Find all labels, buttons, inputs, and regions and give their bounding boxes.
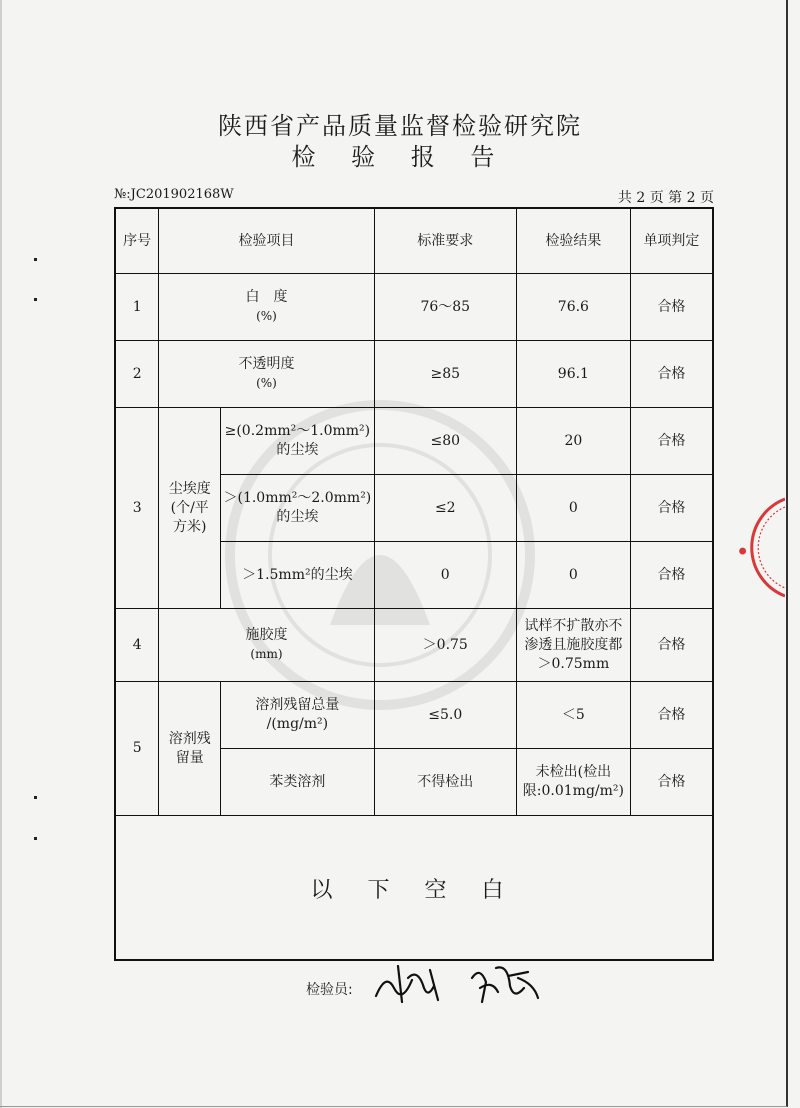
row-seq: 4 bbox=[115, 609, 159, 682]
row-result: 96.1 bbox=[516, 341, 630, 408]
report-table bbox=[114, 207, 714, 961]
header-seq: 序号 bbox=[115, 208, 159, 274]
table-row bbox=[115, 682, 713, 749]
table-row bbox=[115, 341, 713, 408]
row-seq: 2 bbox=[115, 341, 159, 408]
row-standard: ＞0.75 bbox=[374, 609, 516, 682]
organization-title: 陕西省产品质量监督检验研究院 bbox=[218, 112, 582, 140]
table-header-row bbox=[115, 208, 713, 274]
inspector-signature bbox=[368, 958, 548, 1008]
row-item bbox=[159, 341, 374, 408]
item-name: 施胶度 bbox=[245, 627, 288, 643]
row-seq: 5 bbox=[115, 682, 159, 816]
row-sub-item: ＞1.5mm²的尘埃 bbox=[221, 542, 374, 609]
row-result: 试样不扩散亦不渗透且施胶度都＞0.75mm bbox=[516, 609, 630, 682]
scan-mark bbox=[34, 837, 37, 840]
row-standard: ≥85 bbox=[374, 341, 516, 408]
row-result: ＜5 bbox=[516, 682, 630, 749]
row-standard: 不得检出 bbox=[374, 749, 516, 816]
row-result: 76.6 bbox=[516, 274, 630, 341]
row-sub-item bbox=[221, 682, 374, 749]
page-info: 共 2 页 第 2 页 bbox=[617, 190, 714, 206]
row-result: 未检出(检出限:0.01mg/m²) bbox=[516, 749, 630, 816]
header-verdict: 单项判定 bbox=[630, 208, 713, 274]
item-unit: (%) bbox=[256, 376, 277, 390]
row-standard: 0 bbox=[374, 542, 516, 609]
row-seq: 3 bbox=[115, 408, 159, 609]
header-standard: 标准要求 bbox=[374, 208, 516, 274]
table-row bbox=[115, 408, 713, 475]
row-group: 尘埃度(个/平方米) bbox=[159, 408, 221, 609]
row-seq: 1 bbox=[115, 274, 159, 341]
row-verdict: 合格 bbox=[630, 341, 713, 408]
sub-item-line: ＞(1.0mm²～2.0mm²) bbox=[223, 490, 372, 506]
row-verdict: 合格 bbox=[630, 682, 713, 749]
svg-text:●: ● bbox=[738, 547, 748, 555]
table-row bbox=[115, 609, 713, 682]
sub-item-line: ≥(0.2mm²～1.0mm²) bbox=[224, 423, 371, 439]
sub-item-line: 的尘埃 bbox=[276, 509, 319, 525]
sub-item-line: 溶剂残留总量 bbox=[255, 697, 340, 713]
row-verdict: 合格 bbox=[630, 475, 713, 542]
item-name: 不透明度 bbox=[238, 356, 295, 372]
sub-item-line: /(mg/m²) bbox=[266, 716, 329, 732]
scan-mark bbox=[34, 796, 37, 799]
row-verdict: 合格 bbox=[630, 542, 713, 609]
row-result: 0 bbox=[516, 542, 630, 609]
row-standard: ≤2 bbox=[374, 475, 516, 542]
row-item bbox=[159, 609, 374, 682]
item-name: 白 度 bbox=[245, 289, 288, 305]
scan-mark bbox=[34, 298, 37, 301]
row-sub-item bbox=[221, 475, 374, 542]
row-sub-item bbox=[221, 408, 374, 475]
inspector-label: 检验员: bbox=[306, 982, 353, 998]
row-group: 溶剂残留量 bbox=[159, 682, 221, 816]
scan-mark bbox=[34, 258, 37, 261]
blank-below-text: 以 下 空 白 bbox=[310, 878, 518, 903]
row-verdict: 合格 bbox=[630, 274, 713, 341]
blank-row bbox=[115, 816, 713, 961]
sub-item-line: 的尘埃 bbox=[276, 442, 319, 458]
row-item bbox=[159, 274, 374, 341]
table-row bbox=[115, 274, 713, 341]
row-sub-item: 苯类溶剂 bbox=[221, 749, 374, 816]
row-standard: ≤5.0 bbox=[374, 682, 516, 749]
row-result: 20 bbox=[516, 408, 630, 475]
row-result: 0 bbox=[516, 475, 630, 542]
item-unit: (%) bbox=[256, 309, 277, 323]
row-verdict: 合格 bbox=[630, 609, 713, 682]
report-number: №:JC201902168W bbox=[114, 187, 234, 202]
item-unit: (mm) bbox=[250, 647, 283, 661]
row-verdict: 合格 bbox=[630, 408, 713, 475]
header-result: 检验结果 bbox=[516, 208, 630, 274]
header-item: 检验项目 bbox=[159, 208, 374, 274]
blank-cell bbox=[115, 816, 713, 961]
row-verdict: 合格 bbox=[630, 749, 713, 816]
row-standard: ≤80 bbox=[374, 408, 516, 475]
report-title: 检 验 报 告 bbox=[291, 143, 509, 171]
row-standard: 76～85 bbox=[374, 274, 516, 341]
side-seal-stamp bbox=[735, 495, 785, 600]
